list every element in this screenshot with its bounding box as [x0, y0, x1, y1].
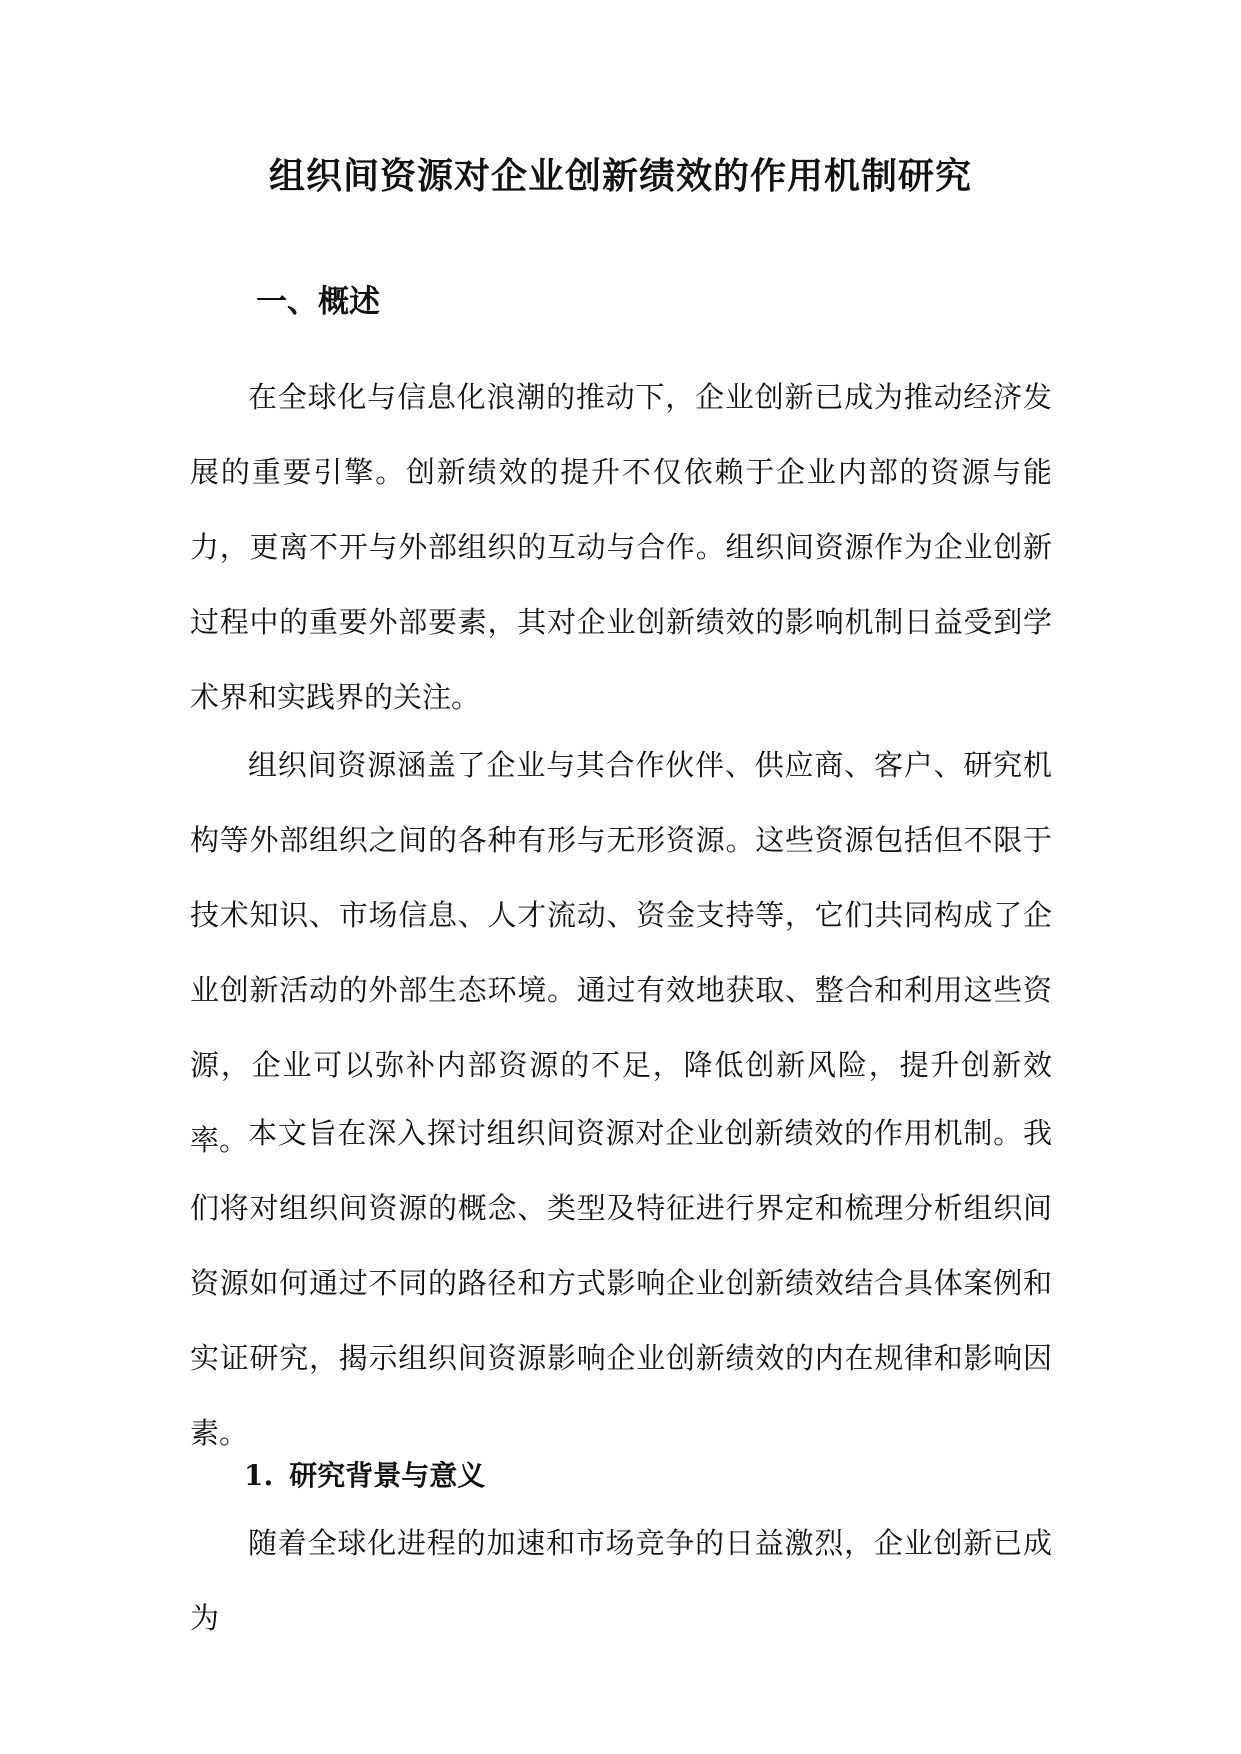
paragraph: 本文旨在深入探讨组织间资源对企业创新绩效的作用机制。我们将对组织间资源的概念、类型及特征进行界定和梳理分析组织间资源如何通过不同的路径和方式影响企业创新绩效结合具体案例和实证研究，揭示组织间资源影响企业创新绩效的内在规律和影响因素。: [190, 1116, 1052, 1450]
section-heading: 一、概述: [256, 284, 380, 320]
subsection-heading: [244, 1456, 485, 1496]
paragraph: 组织间资源涵盖了企业与其合作伙伴、供应商、客户、研究机构等外部组织之间的各种有形与无形资源。这些资源包括但不限于技术知识、市场信息、人才流动、资金支持等，它们共同构成了企业创新活动的外部生态环境。通过有效地获取、整合和利用这些资源，企业可以弥补内部资源的不足，降低创新风险，提升创新效率。: [190, 748, 1052, 1157]
subsection-title: 研究背景与意义: [289, 1459, 486, 1492]
document-title: 组织间资源对企业创新绩效的作用机制研究: [268, 155, 972, 197]
paragraph: 在全球化与信息化浪潮的推动下，企业创新已成为推动经济发展的重要引擎。创新绩效的提升不仅依赖于企业内部的资源与能力，更离不开与外部组织的互动与合作。组织间资源作为企业创新过程中的重要外部要素，其对企业创新绩效的影响机制日益受到学术界和实践界的关注。: [190, 380, 1052, 714]
paragraph: 随着全球化进程的加速和市场竞争的日益激烈，企业创新已成为: [190, 1526, 1052, 1635]
subsection-number: 1.: [244, 1459, 274, 1492]
